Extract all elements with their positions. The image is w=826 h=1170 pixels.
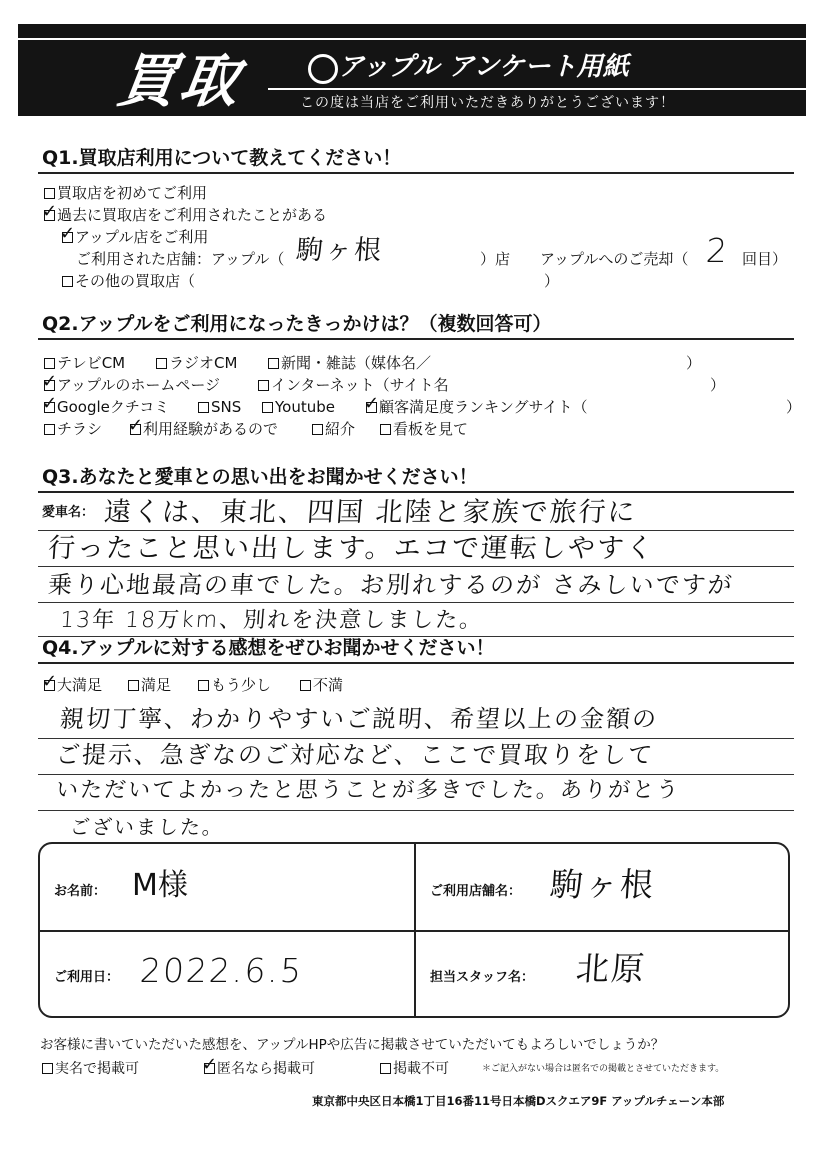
checkbox[interactable] [60,223,76,244]
checkbox[interactable] [380,424,391,435]
checkbox[interactable] [42,671,58,692]
q4-answer-line: いただいてよかったと思うことが多きでした。ありがとう [55,778,681,803]
check-mark-icon: ✓ [42,371,58,392]
q4-answer-line: 親切丁寧、わかりやすいご説明、希望以上の金額の [59,705,659,733]
checkbox[interactable] [300,680,311,691]
date-label: ご利用日： [54,970,120,985]
checkbox[interactable] [262,402,273,413]
q2-option-referral[interactable]: 紹介 [312,420,355,438]
staff-value: 北原 [574,949,648,988]
header-banner [18,24,806,116]
q2-news-close: ） [686,354,702,372]
writing-line [38,530,794,531]
banner-stripe [268,88,806,90]
check-mark-icon: ✓ [42,201,58,222]
banner-stripe [18,38,806,40]
writing-line [38,566,794,567]
q2-option-homepage[interactable]: ✓ アップルのホームページ [42,371,221,394]
date-value: 2022.6.5 [138,951,305,990]
checkbox[interactable] [156,358,167,369]
checkbox[interactable] [268,358,279,369]
q2-option-tv[interactable]: テレビCM [44,354,125,372]
q3-answer-line: 遠くは、東北、四国 北陸と家族で旅行に [102,497,638,528]
q3-rule [38,491,794,493]
banner-title: 買取 [113,47,247,115]
checkbox[interactable] [364,393,380,414]
q2-option-signboard[interactable]: 看板を見て [380,420,468,438]
q1-store-value: 駒ヶ根 [294,235,385,266]
q2-rule [38,338,794,340]
check-mark-icon: ✓ [364,393,380,414]
q2-heading: Q2.アップルをご利用になったきっかけは？（複数回答可） [42,313,552,335]
checkbox[interactable] [42,371,58,392]
q1-heading: Q1.買取店利用について教えてください！ [42,147,402,169]
check-mark-icon: ✓ [202,1054,218,1075]
q1-store-label: ご利用された店舗：アップル（ [76,250,285,268]
banner-thanks: この度は当店をご利用いただきありがとうございます！ [300,95,675,111]
publish-question: お客様に書いていただいた感想を、アップルHPや広告に掲載させていただいてもよろしいでしょうか？ [40,1037,665,1053]
q2-option-sns[interactable]: SNS [198,398,241,416]
q1-store-suffix: ）店 [480,250,511,268]
staff-label: 担当スタッフ名： [430,970,535,985]
q1-other-close: ） [544,272,560,290]
checkbox[interactable] [128,680,139,691]
checkbox[interactable] [198,402,209,413]
q3-answer-line: 13年 18万km、別れを決意しました。 [59,608,485,633]
checkbox[interactable] [380,1063,391,1074]
q2-option-ranking[interactable]: ✓ 顧客満足度ランキングサイト（ [364,393,588,416]
name-value: M様 [132,868,188,903]
store-label: ご利用店舗名： [430,884,522,899]
checkbox[interactable] [44,188,55,199]
check-mark-icon: ✓ [42,393,58,414]
check-mark-icon: ✓ [42,671,58,692]
writing-line [38,738,794,739]
q4-answer-line: ございました。 [69,815,225,839]
q3-answer-line: 行ったこと思い出します。エコで運転しやすく [46,533,656,564]
checkbox[interactable] [128,415,144,436]
q2-internet-close: ） [710,376,726,394]
publish-note: ＊ご記入がない場合は匿名での掲載とさせていただきます。 [482,1064,725,1074]
publish-option-real[interactable]: 実名で掲載可 [42,1060,139,1078]
writing-line [38,774,794,775]
q2-option-youtube[interactable]: Youtube [262,398,335,416]
q1-option-first[interactable]: 買取店を初めてご利用 [44,184,207,202]
checkbox[interactable] [62,276,73,287]
q3-car-label: 愛車名： [42,505,95,520]
checkbox[interactable] [312,424,323,435]
q4-option-satisfied[interactable]: 満足 [128,676,171,694]
q2-option-radio[interactable]: ラジオCM [156,354,237,372]
q2-option-flyer[interactable]: チラシ [44,420,102,438]
q3-answer-line: 乗り心地最高の車でした。お別れするのが さみしいですが [47,571,735,599]
q4-rule [38,662,794,664]
name-label: お名前： [54,884,107,899]
q1-option-past[interactable]: ✓ 過去に買取店をご利用されたことがある [42,201,328,224]
checkbox[interactable] [42,393,58,414]
q1-option-apple[interactable]: ✓ アップル店をご利用 [60,223,209,246]
apple-logo-icon [308,54,338,84]
q2-option-internet[interactable]: インターネット（サイト名 [258,376,449,394]
q2-option-experience[interactable]: ✓ 利用経験があるので [128,415,279,438]
publish-option-no[interactable]: 掲載不可 [380,1060,449,1078]
q4-option-little[interactable]: もう少し [198,676,271,694]
checkbox[interactable] [202,1054,218,1075]
checkbox[interactable] [258,380,269,391]
store-value: 駒ヶ根 [548,865,657,904]
q1-option-other[interactable]: その他の買取店（ [62,272,195,290]
check-mark-icon: ✓ [128,415,144,436]
q1-visits-value: 2 [704,231,731,270]
checkbox[interactable] [198,680,209,691]
info-divider [40,930,788,932]
q2-option-news[interactable]: 新聞・雑誌（媒体名／ [268,354,431,372]
q1-visits-label: アップルへのご売却（ [540,250,689,268]
q1-visits-suffix: 回目） [742,250,788,268]
checkbox[interactable] [44,424,55,435]
q3-heading: Q3.あなたと愛車との思い出をお聞かせください！ [42,466,478,488]
q4-heading: Q4.アップルに対する感想をぜひお聞かせください！ [42,637,495,659]
q2-option-google[interactable]: ✓ Googleクチコミ [42,393,170,416]
checkbox[interactable] [42,201,58,222]
q4-option-very-satisfied[interactable]: ✓ 大満足 [42,671,103,694]
checkbox[interactable] [42,1063,53,1074]
q1-rule [38,172,794,174]
hq-address: 東京都中央区日本橋1丁目16番11号日本橋Dスクエア9F アップルチェーン本部 [312,1094,725,1108]
writing-line [38,602,794,603]
banner-subtitle: アップル アンケート用紙 [338,52,629,82]
check-mark-icon: ✓ [60,223,76,244]
q4-answer-line: ご提示、急ぎなのご対応など、ここで買取りをして [55,741,655,769]
q2-ranking-close: ） [786,398,802,416]
writing-line [38,810,794,811]
publish-option-anon[interactable]: ✓ 匿名なら掲載可 [202,1054,315,1077]
checkbox[interactable] [44,358,55,369]
q4-option-dissatisfied[interactable]: 不満 [300,676,343,694]
